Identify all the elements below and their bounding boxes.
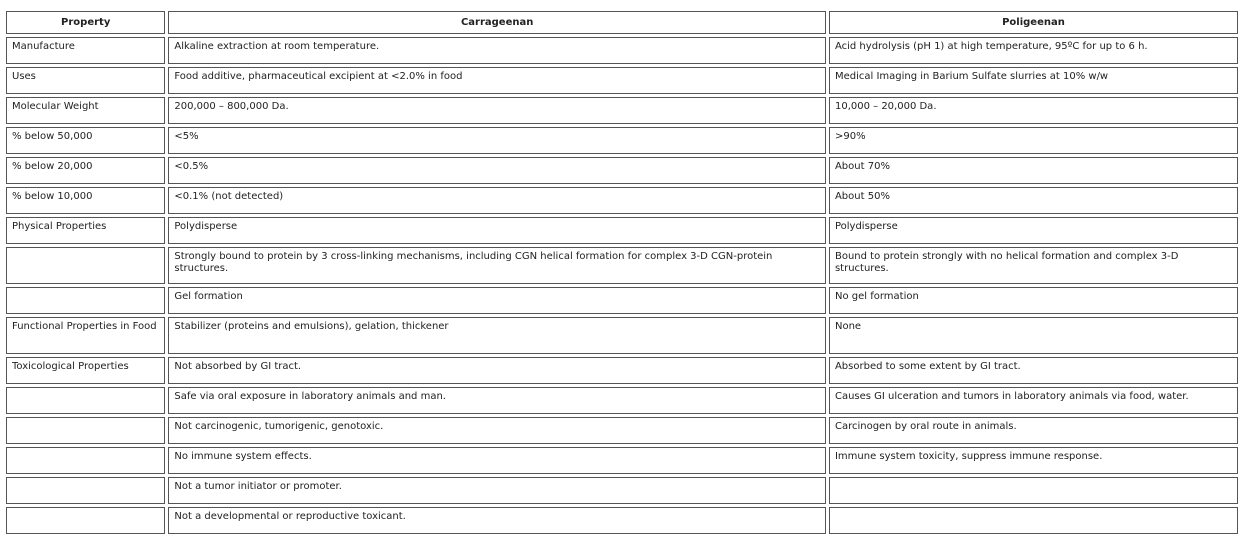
property-cell (6, 417, 165, 444)
poligeenan-cell: Medical Imaging in Barium Sulfate slurries at 10% w/w (829, 67, 1238, 94)
table-row (6, 157, 1238, 184)
poligeenan-cell: Bound to protein strongly with no helical formation and complex 3-D structures. (829, 247, 1238, 284)
property-cell: Physical Properties (6, 217, 165, 244)
table-row (6, 507, 1238, 534)
property-cell: % below 20,000 (6, 157, 165, 184)
table-row (6, 97, 1238, 124)
poligeenan-cell: 10,000 – 20,000 Da. (829, 97, 1238, 124)
comparison-table (3, 8, 1241, 537)
table-row (6, 217, 1238, 244)
carrageenan-cell: Food additive, pharmaceutical excipient at <2.0% in food (168, 67, 826, 94)
table-row (6, 477, 1238, 504)
header-carrageenan: Carrageenan (168, 11, 826, 34)
carrageenan-cell: <0.1% (not detected) (168, 187, 826, 214)
poligeenan-cell (829, 507, 1238, 534)
table-row (6, 187, 1238, 214)
poligeenan-cell: Immune system toxicity, suppress immune response. (829, 447, 1238, 474)
table-row (6, 417, 1238, 444)
carrageenan-cell: Strongly bound to protein by 3 cross-linking mechanisms, including CGN helical formation for complex 3-D CGN-protein structures. (168, 247, 826, 284)
poligeenan-cell: About 50% (829, 187, 1238, 214)
carrageenan-cell: Not a tumor initiator or promoter. (168, 477, 826, 504)
property-cell: Molecular Weight (6, 97, 165, 124)
carrageenan-cell: 200,000 – 800,000 Da. (168, 97, 826, 124)
carrageenan-cell: Stabilizer (proteins and emulsions), gelation, thickener (168, 317, 826, 354)
carrageenan-cell: Not absorbed by GI tract. (168, 357, 826, 384)
header-poligeenan: Poligeenan (829, 11, 1238, 34)
table-row (6, 37, 1238, 64)
carrageenan-cell: Not a developmental or reproductive toxicant. (168, 507, 826, 534)
property-cell (6, 447, 165, 474)
carrageenan-cell: Polydisperse (168, 217, 826, 244)
poligeenan-cell (829, 477, 1238, 504)
property-cell: Functional Properties in Food (6, 317, 165, 354)
property-cell (6, 247, 165, 284)
poligeenan-cell: No gel formation (829, 287, 1238, 314)
property-cell (6, 287, 165, 314)
header-row (6, 11, 1238, 34)
table-row (6, 357, 1238, 384)
poligeenan-cell: >90% (829, 127, 1238, 154)
table-row (6, 127, 1238, 154)
table-row (6, 67, 1238, 94)
table-row (6, 387, 1238, 414)
carrageenan-cell: No immune system effects. (168, 447, 826, 474)
poligeenan-cell: Carcinogen by oral route in animals. (829, 417, 1238, 444)
poligeenan-cell: Polydisperse (829, 217, 1238, 244)
carrageenan-cell: Safe via oral exposure in laboratory animals and man. (168, 387, 826, 414)
poligeenan-cell: Absorbed to some extent by GI tract. (829, 357, 1238, 384)
carrageenan-cell: <5% (168, 127, 826, 154)
table-row (6, 287, 1238, 314)
table-row (6, 317, 1238, 354)
header-property: Property (6, 11, 165, 34)
poligeenan-cell: About 70% (829, 157, 1238, 184)
property-cell: Uses (6, 67, 165, 94)
property-cell: Manufacture (6, 37, 165, 64)
table-row (6, 447, 1238, 474)
table-row (6, 247, 1238, 284)
carrageenan-cell: <0.5% (168, 157, 826, 184)
poligeenan-cell: Causes GI ulceration and tumors in laboratory animals via food, water. (829, 387, 1238, 414)
property-cell (6, 387, 165, 414)
property-cell: % below 50,000 (6, 127, 165, 154)
property-cell (6, 477, 165, 504)
property-cell (6, 507, 165, 534)
property-cell: Toxicological Properties (6, 357, 165, 384)
poligeenan-cell: Acid hydrolysis (pH 1) at high temperature, 95ºC for up to 6 h. (829, 37, 1238, 64)
carrageenan-cell: Gel formation (168, 287, 826, 314)
carrageenan-cell: Alkaline extraction at room temperature. (168, 37, 826, 64)
poligeenan-cell: None (829, 317, 1238, 354)
carrageenan-cell: Not carcinogenic, tumorigenic, genotoxic. (168, 417, 826, 444)
property-cell: % below 10,000 (6, 187, 165, 214)
